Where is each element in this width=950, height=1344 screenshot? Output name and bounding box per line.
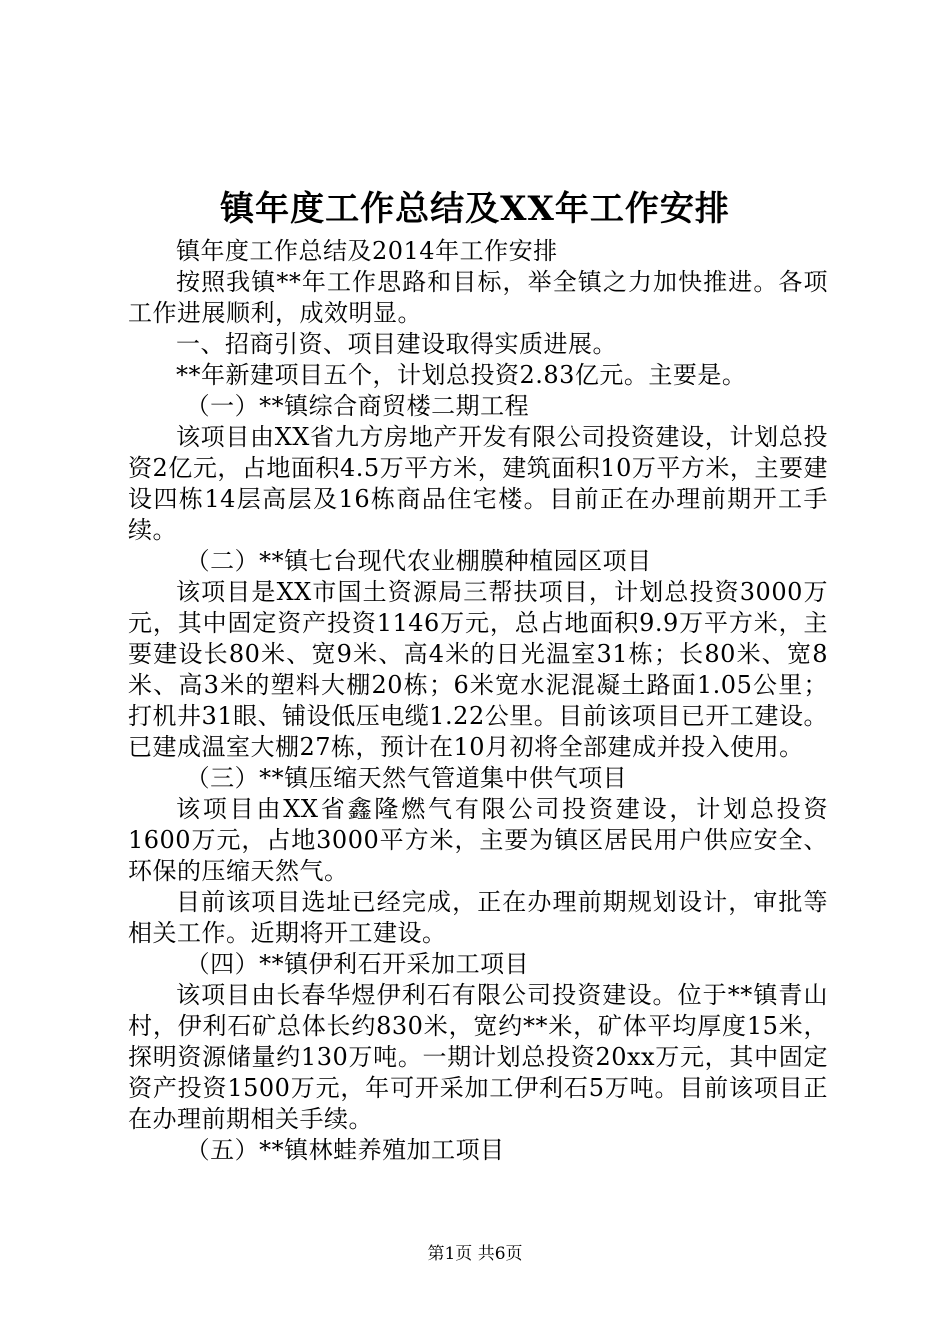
- subsection-heading: （四）**镇伊利石开采加工项目: [185, 950, 530, 978]
- paragraph: 该项目由XX省鑫隆燃气有限公司投资建设，计划总投资1600万元，占地3000平方米，主要为镇区居民用户供应安全、环保的压缩天然气。: [128, 795, 828, 885]
- page-footer: 第1页 共6页: [427, 1244, 523, 1264]
- paragraph: 该项目是XX市国土资源局三帮扶项目，计划总投资3000万元，其中固定资产投资1146万元，总占地面积9.9万平方米，主要建设长80米、宽9米、高4米的日光温室31栋；长80米、宽8米、高3米的塑料大棚20栋；6米宽水泥混凝土路面1.05公里；打机井31眼、铺设低压电缆1.22公里。目前该项目已开工建设。已建成温室大棚27栋，预计在10月初将全部建成并投入使用。: [128, 578, 828, 761]
- paragraph: 目前该项目选址已经完成，正在办理前期规划设计，审批等相关工作。近期将开工建设。: [128, 888, 828, 947]
- paragraph: 该项目由XX省九方房地产开发有限公司投资建设，计划总投资2亿元，占地面积4.5万平方米，建筑面积10万平方米，主要建设四栋14层高层及16栋商品住宅楼。目前正在办理前期开工手续。: [128, 423, 828, 544]
- section-heading: 一、招商引资、项目建设取得实质进展。: [176, 330, 617, 358]
- subsection-heading: （一）**镇综合商贸楼二期工程: [185, 392, 530, 420]
- paragraph: 镇年度工作总结及2014年工作安排: [176, 237, 558, 265]
- paragraph: 该项目由长春华煜伊利石有限公司投资建设。位于**镇青山村，伊利石矿总体长约830米，宽约**米，矿体平均厚度15米，探明资源储量约130万吨。一期计划总投资20xx万元，其中固定资产投资1500万元，年可开采加工伊利石5万吨。目前该项目正在办理前期相关手续。: [128, 981, 828, 1133]
- paragraph: **年新建项目五个，计划总投资2.83亿元。主要是。: [176, 361, 747, 389]
- subsection-heading: （五）**镇林蛙养殖加工项目: [185, 1136, 505, 1164]
- paragraph: 按照我镇**年工作思路和目标，举全镇之力加快推进。各项工作进展顺利，成效明显。: [128, 268, 828, 327]
- document-body: [128, 236, 828, 1166]
- document-title: 镇年度工作总结及XX年工作安排: [220, 189, 730, 229]
- subsection-heading: （三）**镇压缩天然气管道集中供气项目: [185, 764, 628, 792]
- subsection-heading: （二）**镇七台现代农业棚膜种植园区项目: [185, 547, 652, 575]
